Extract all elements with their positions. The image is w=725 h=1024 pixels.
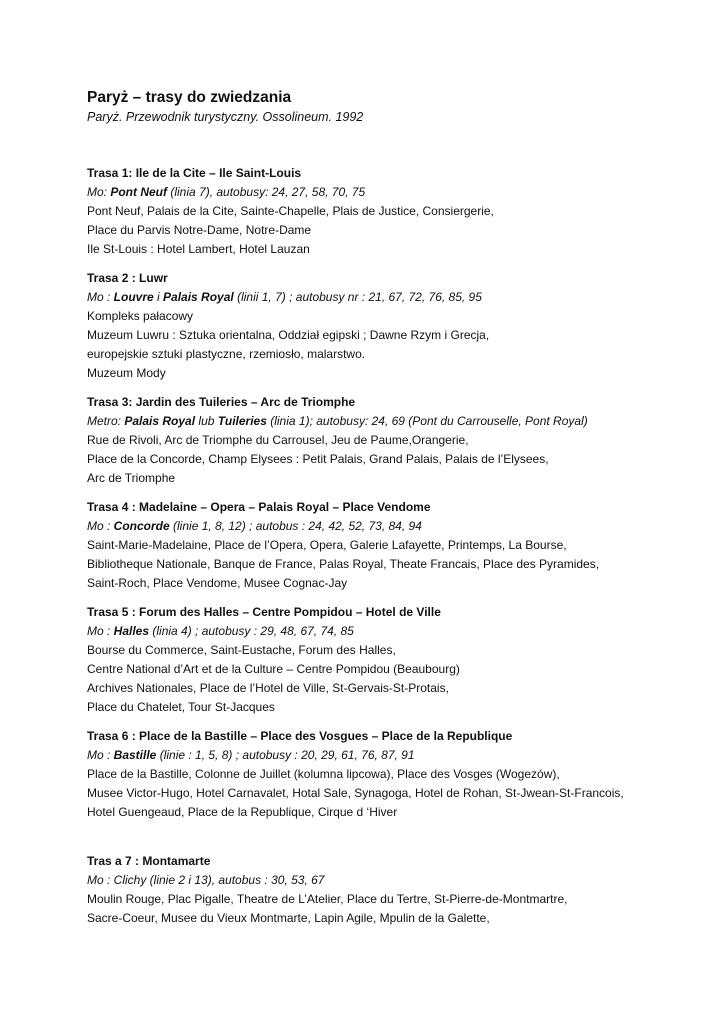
transit-text: Mo :: [87, 519, 114, 533]
route-transit: [87, 412, 687, 431]
route-description-line: Moulin Rouge, Plac Pigalle, Theatre de L’Atelier, Place du Tertre, St-Pierre-de-Montmartre,: [87, 892, 568, 906]
transit-text: (linii 1, 7) ; autobusy nr : 21, 67, 72, 76, 85, 95: [233, 290, 482, 304]
route-description-line: Musee Victor-Hugo, Hotel Carnavalet, Hotal Sale, Synagoga, Hotel de Rohan, St-Jwean-St-Francois,: [87, 786, 624, 800]
route-description-line: Sacre-Coeur, Musee du Vieux Montmarte, Lapin Agile, Mpulin de la Galette,: [87, 911, 490, 925]
route-transit: [87, 871, 687, 890]
station-name: Palais Royal: [124, 414, 196, 428]
route-description-line: Muzeum Luwru : Sztuka orientalna, Oddział egipski ; Dawne Rzym i Grecja,: [87, 328, 490, 342]
transit-text: lub: [195, 414, 218, 428]
transit-text: i: [153, 290, 164, 304]
transit-text: Metro:: [87, 414, 125, 428]
transit-text: (linie : 1, 5, 8) ; autobusy : 20, 29, 61, 76, 87, 91: [156, 748, 415, 762]
route-description-line: Pont Neuf, Palais de la Cite, Sainte-Chapelle, Plais de Justice, Consiergerie,: [87, 204, 494, 218]
transit-text: Mo:: [87, 185, 111, 199]
route-description-line: Saint-Roch, Place Vendome, Musee Cognac-Jay: [87, 576, 348, 590]
route-heading: Trasa 4 : Madelaine – Opera – Palais Royal – Place Vendome: [87, 500, 431, 514]
route-section: [87, 852, 687, 928]
transit-text: Mo :: [87, 624, 114, 638]
route-description-line: europejskie sztuki plastyczne, rzemiosło, malarstwo.: [87, 347, 366, 361]
transit-text: (linie 1, 8, 12) ; autobus : 24, 42, 52, 73, 84, 94: [169, 519, 422, 533]
station-name: Bastille: [113, 748, 157, 762]
route-heading: Trasa 5 : Forum des Halles – Centre Pompidou – Hotel de Ville: [87, 605, 441, 619]
route-section: [87, 269, 687, 383]
station-name: Concorde: [113, 519, 170, 533]
station-name: Palais Royal: [163, 290, 234, 304]
route-description-line: Rue de Rivoli, Arc de Triomphe du Carrousel, Jeu de Paume,Orangerie,: [87, 433, 469, 447]
route-description-line: Place de la Concorde, Champ Elysees : Petit Palais, Grand Palais, Palais de l’Elysees,: [87, 452, 549, 466]
route-description-line: Place de la Bastille, Colonne de Juillet (kolumna lipcowa), Place des Vosges (Wogezów),: [87, 767, 560, 781]
route-description-line: Bourse du Commerce, Saint-Eustache, Forum des Halles,: [87, 643, 396, 657]
transit-text: (linia 4) ; autobusy : 29, 48, 67, 74, 85: [149, 624, 354, 638]
route-section: [87, 393, 687, 488]
route-description-line: Hotel Guengeaud, Place de la Republique, Cirque d ‘Hiver: [87, 805, 398, 819]
route-section: [87, 727, 687, 822]
route-heading: Trasa 6 : Place de la Bastille – Place des Vosgues – Place de la Republique: [87, 729, 513, 743]
route-transit: [87, 746, 687, 765]
station-name: Louvre: [113, 290, 154, 304]
routes-list: [87, 164, 687, 928]
route-description-line: Ile St-Louis : Hotel Lambert, Hotel Lauzan: [87, 242, 310, 256]
route-heading: Trasa 1: Ile de la Cite – Ile Saint-Louis: [87, 166, 302, 180]
route-transit: [87, 517, 687, 536]
route-section: [87, 498, 687, 593]
route-transit: [87, 288, 687, 307]
route-heading: Trasa 3: Jardin des Tuileries – Arc de Triomphe: [87, 395, 356, 409]
route-transit: [87, 183, 687, 202]
document-subtitle: Paryż. Przewodnik turystyczny. Ossolineum. 1992: [87, 110, 364, 124]
document-page: [87, 88, 687, 928]
station-name: Tuileries: [217, 414, 267, 428]
route-description-line: Centre National d’Art et de la Culture – Centre Pompidou (Beaubourg): [87, 662, 460, 676]
route-description-line: Archives Nationales, Place de l’Hotel de Ville, St-Gervais-St-Protais,: [87, 681, 449, 695]
route-description-line: Kompleks pałacowy: [87, 309, 194, 323]
route-description-line: Muzeum Mody: [87, 366, 166, 380]
route-description-line: Saint-Marie-Madelaine, Place de l’Opera, Opera, Galerie Lafayette, Printemps, La Bourse,: [87, 538, 567, 552]
route-description-line: Place du Chatelet, Tour St-Jacques: [87, 700, 275, 714]
station-name: Halles: [113, 624, 150, 638]
route-description-line: Arc de Triomphe: [87, 471, 176, 485]
route-heading: Trasa 2 : Luwr: [87, 271, 168, 285]
route-section: [87, 164, 687, 259]
transit-text: (linia 1); autobusy: 24, 69 (Pont du Carrouselle, Pont Royal): [266, 414, 588, 428]
transit-text: Mo : Clichy (linie 2 i 13), autobus : 30, 53, 67: [87, 873, 325, 887]
transit-text: Mo :: [87, 290, 114, 304]
station-name: Pont Neuf: [110, 185, 168, 199]
document-title: Paryż – trasy do zwiedzania: [87, 89, 292, 106]
route-transit: [87, 622, 687, 641]
route-description-line: Bibliotheque Nationale, Banque de France, Palas Royal, Theate Francais, Place des Pyramides,: [87, 557, 600, 571]
transit-text: (linia 7), autobusy: 24, 27, 58, 70, 75: [167, 185, 366, 199]
route-description-line: Place du Parvis Notre-Dame, Notre-Dame: [87, 223, 312, 237]
route-section: [87, 603, 687, 717]
route-heading: Tras a 7 : Montamarte: [87, 854, 211, 868]
transit-text: Mo :: [87, 748, 114, 762]
